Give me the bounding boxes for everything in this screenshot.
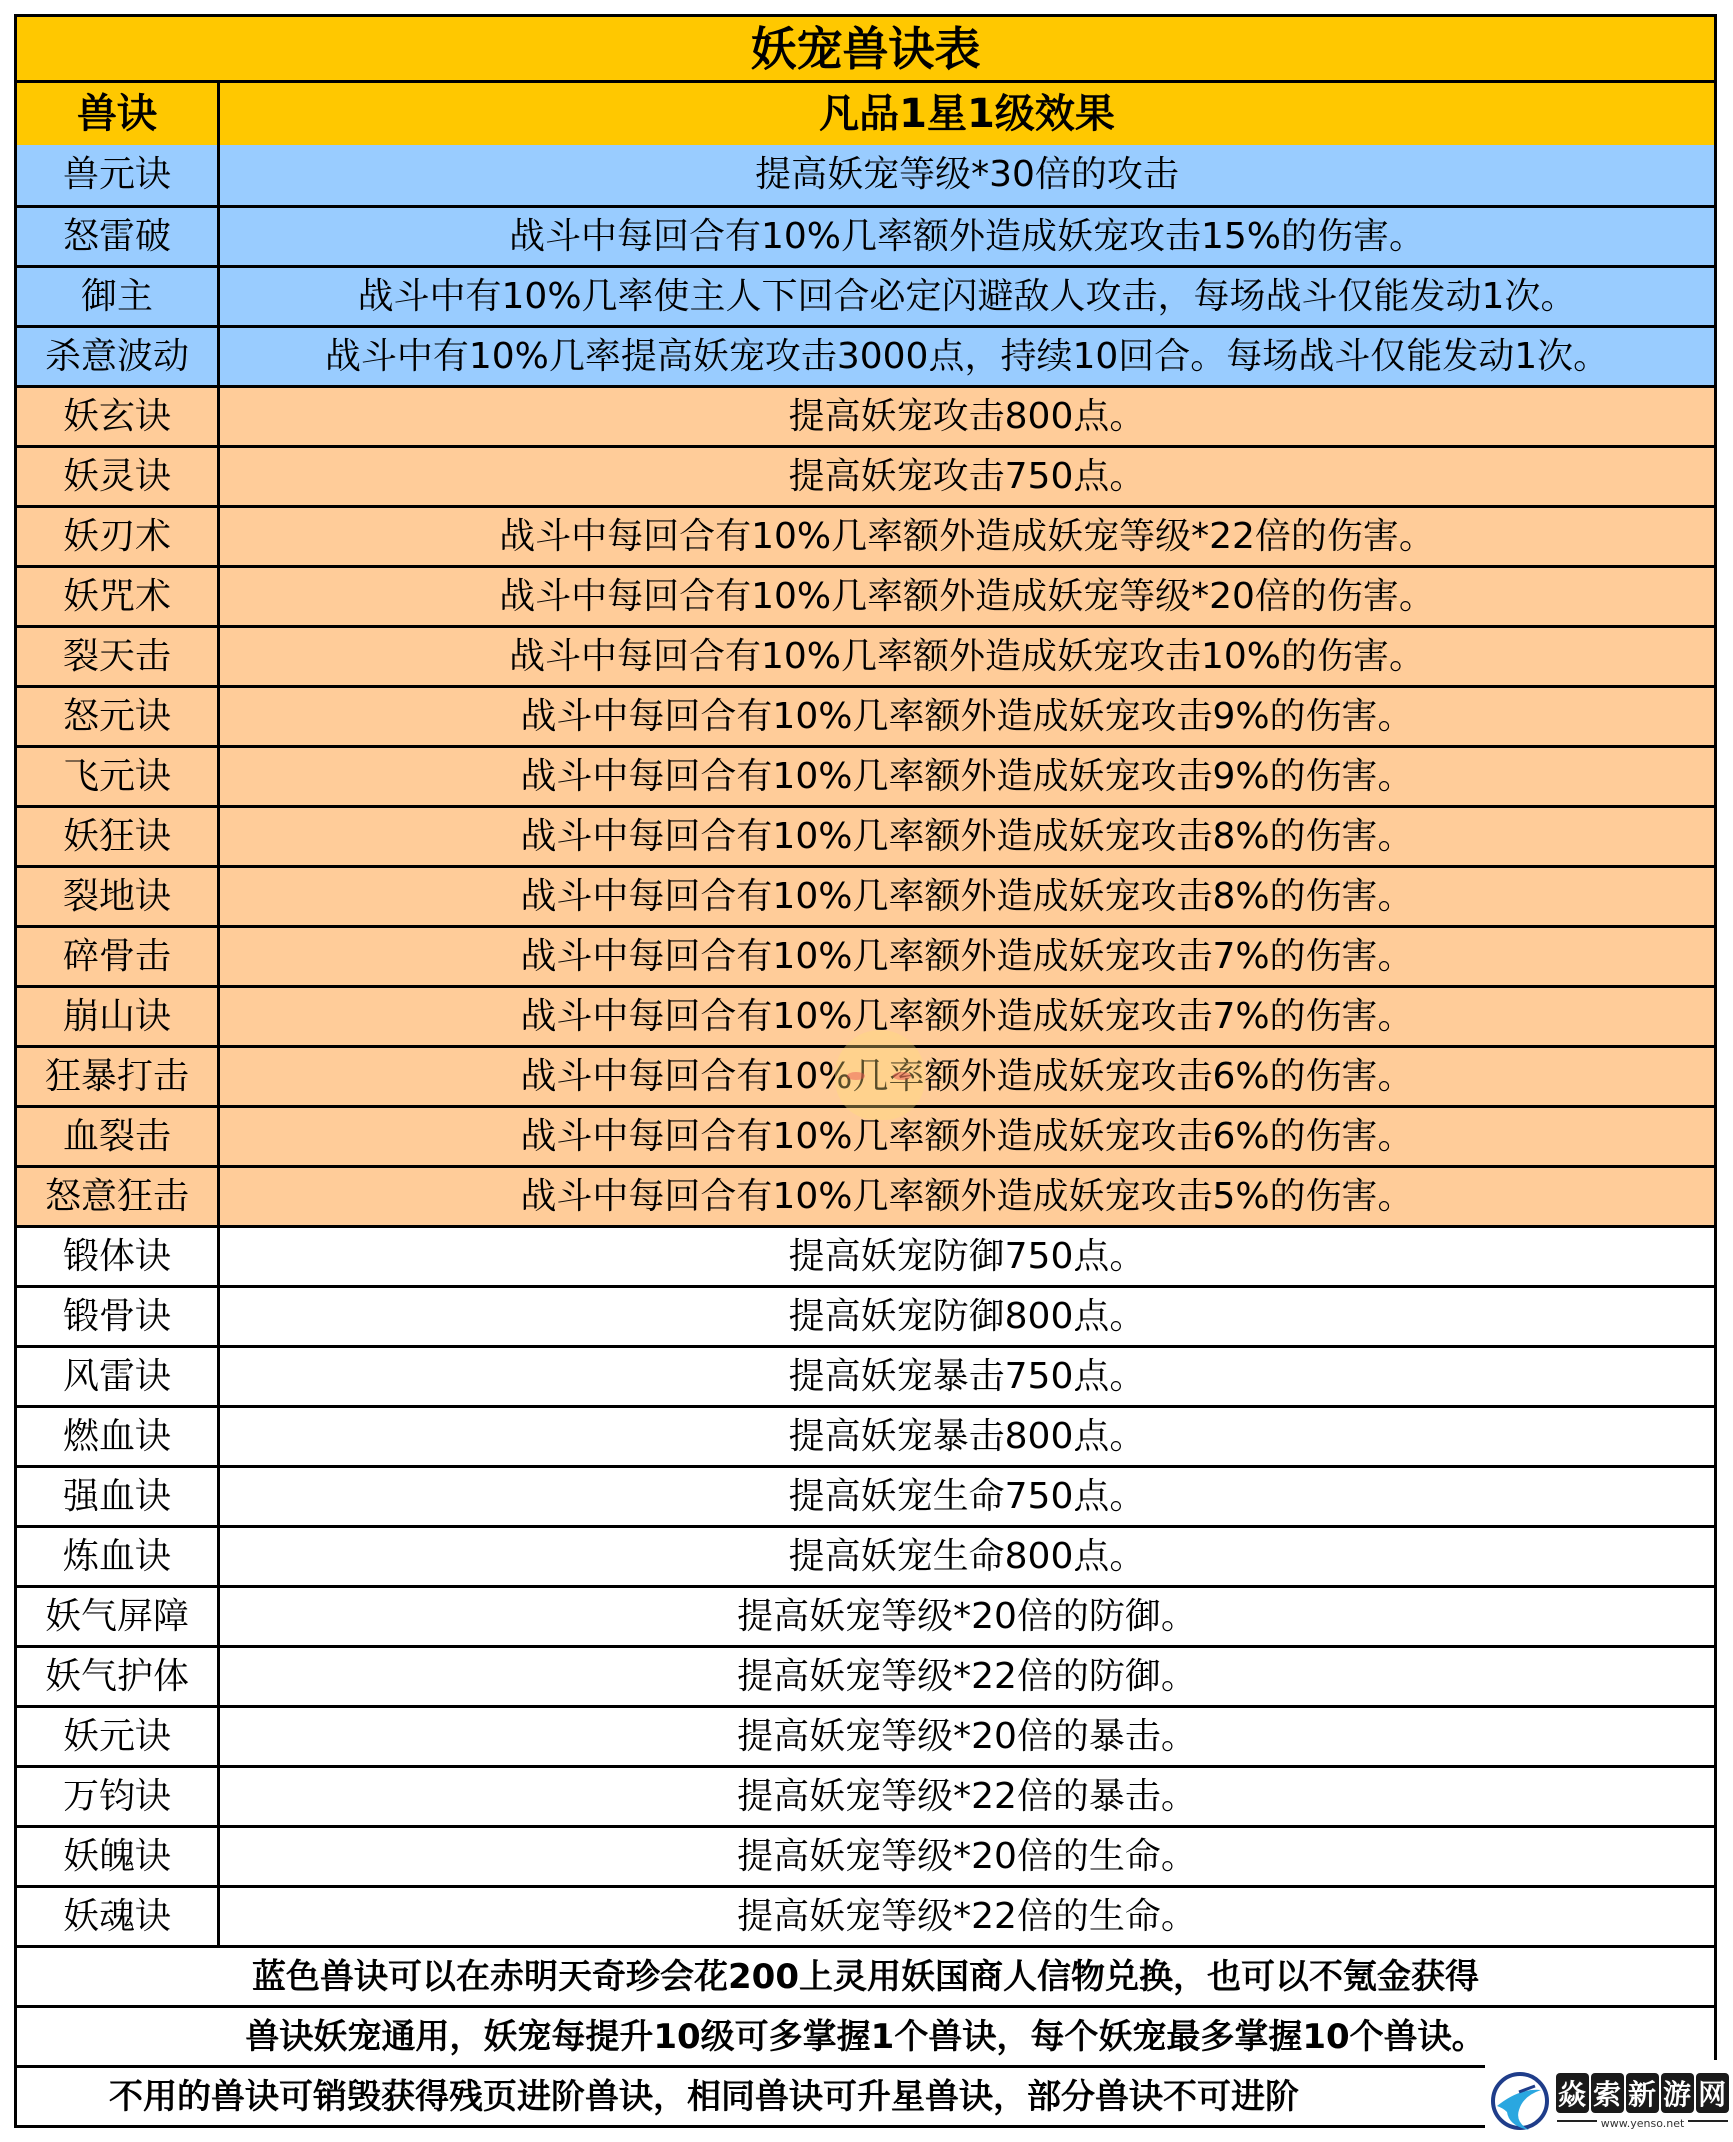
note-row [17,2005,1714,2065]
note-text: 蓝色兽诀可以在赤明天奇珍会花200上灵用妖国商人信物兑换，也可以不氪金获得 [252,1956,1479,1997]
skill-name: 炼血诀 [17,1528,220,1585]
table-row [17,1045,1714,1105]
note-row [17,1945,1714,2005]
skill-name: 狂暴打击 [17,1048,220,1105]
skill-effect: 提高妖宠生命750点。 [788,1475,1146,1517]
skill-effect: 战斗中每回合有10%几率额外造成妖宠攻击9%的伤害。 [520,695,1414,737]
table-row [17,805,1714,865]
skill-name: 怒雷破 [17,208,220,265]
table-row [17,1525,1714,1585]
brand-char: 索 [1591,2073,1624,2113]
brand-char: 焱 [1556,2073,1589,2113]
beast-skill-table [14,14,1717,2128]
skill-effect: 提高妖宠等级*22倍的暴击。 [737,1775,1197,1817]
table-row [17,1585,1714,1645]
skill-name: 裂地诀 [17,868,220,925]
skill-effect: 战斗中有10%几率使主人下回合必定闪避敌人攻击，每场战斗仅能发动1次。 [357,275,1577,317]
skill-effect: 提高妖宠攻击750点。 [788,455,1146,497]
skill-effect: 战斗中每回合有10%几率额外造成妖宠等级*20倍的伤害。 [499,575,1435,617]
table-row [17,1285,1714,1345]
skill-effect: 战斗中每回合有10%几率额外造成妖宠攻击8%的伤害。 [520,815,1414,857]
skill-effect: 战斗中每回合有10%几率额外造成妖宠攻击6%的伤害。 [520,1115,1414,1157]
skill-name: 妖魄诀 [17,1828,220,1885]
skill-name: 妖灵诀 [17,448,220,505]
site-logo-icon [1489,2070,1551,2132]
site-brand [1555,2073,1730,2113]
skill-effect: 提高妖宠防御750点。 [788,1235,1146,1277]
table-row [17,505,1714,565]
skill-name: 杀意波动 [17,328,220,385]
table-row [17,145,1714,205]
skill-name: 怒意狂击 [17,1168,220,1225]
table-title-row [17,17,1714,80]
table-row [17,1345,1714,1405]
skill-effect: 提高妖宠防御800点。 [788,1295,1146,1337]
skill-effect: 战斗中每回合有10%几率额外造成妖宠攻击15%的伤害。 [508,215,1426,257]
skill-effect: 战斗中每回合有10%几率额外造成妖宠攻击6%的伤害。 [520,1055,1414,1097]
skill-name: 燃血诀 [17,1408,220,1465]
skill-name: 兽元诀 [17,145,220,205]
table-row [17,565,1714,625]
brand-char: 新 [1626,2073,1659,2113]
table-row [17,1645,1714,1705]
skill-name: 妖元诀 [17,1708,220,1765]
skill-name: 碎骨击 [17,928,220,985]
site-watermark [1485,2060,1733,2142]
skill-effect: 战斗中每回合有10%几率额外造成妖宠攻击9%的伤害。 [520,755,1414,797]
skill-effect: 战斗中每回合有10%几率额外造成妖宠攻击5%的伤害。 [520,1175,1414,1217]
note-text: 兽诀妖宠通用，妖宠每提升10级可多掌握1个兽诀，每个妖宠最多掌握10个兽诀。 [245,2016,1486,2057]
table-row [17,865,1714,925]
table-row [17,1105,1714,1165]
skill-name: 飞元诀 [17,748,220,805]
table-row [17,625,1714,685]
skill-effect: 战斗中每回合有10%几率额外造成妖宠攻击7%的伤害。 [520,995,1414,1037]
skill-effect: 提高妖宠暴击800点。 [788,1415,1146,1457]
skill-name: 妖刃术 [17,508,220,565]
skill-effect: 提高妖宠等级*30倍的攻击 [755,154,1179,195]
skill-name: 御主 [17,268,220,325]
table-title: 妖宠兽诀表 [750,21,981,76]
table-row [17,1885,1714,1945]
skill-effect: 提高妖宠等级*20倍的防御。 [737,1595,1197,1637]
table-row [17,445,1714,505]
skill-name: 妖魂诀 [17,1888,220,1945]
skill-name: 怒元诀 [17,688,220,745]
note-text: 不用的兽诀可销毁获得残页进阶兽诀，相同兽诀可升星兽诀，部分兽诀不可进阶 [109,2076,1299,2117]
table-row [17,1405,1714,1465]
skill-name: 妖狂诀 [17,808,220,865]
skill-effect: 战斗中每回合有10%几率额外造成妖宠攻击8%的伤害。 [520,875,1414,917]
skill-name: 血裂击 [17,1108,220,1165]
table-row [17,925,1714,985]
skill-effect: 战斗中每回合有10%几率额外造成妖宠攻击7%的伤害。 [520,935,1414,977]
skill-name: 妖气护体 [17,1648,220,1705]
skill-name: 万钧诀 [17,1768,220,1825]
brand-char: 游 [1661,2073,1694,2113]
skill-effect: 提高妖宠等级*20倍的暴击。 [737,1715,1197,1757]
table-row [17,985,1714,1045]
skill-effect: 提高妖宠等级*22倍的防御。 [737,1655,1197,1697]
skill-name: 妖气屏障 [17,1588,220,1645]
table-row [17,1825,1714,1885]
table-header-row [17,80,1714,145]
skill-name: 妖玄诀 [17,388,220,445]
skill-effect: 战斗中每回合有10%几率额外造成妖宠等级*22倍的伤害。 [499,515,1435,557]
table-row [17,685,1714,745]
skill-effect: 提高妖宠生命800点。 [788,1535,1146,1577]
table-row [17,1705,1714,1765]
table-row [17,1225,1714,1285]
skill-effect: 战斗中有10%几率提高妖宠攻击3000点，持续10回合。每场战斗仅能发动1次。 [324,335,1610,377]
table-row [17,265,1714,325]
table-row [17,1165,1714,1225]
skill-name: 崩山诀 [17,988,220,1045]
table-row [17,1765,1714,1825]
note-row [17,2065,1714,2125]
skill-name: 锻骨诀 [17,1288,220,1345]
skill-effect: 提高妖宠暴击750点。 [788,1355,1146,1397]
table-row [17,385,1714,445]
table-row [17,1465,1714,1525]
skill-name: 裂天击 [17,628,220,685]
table-row [17,325,1714,385]
table-row [17,205,1714,265]
brand-char: 网 [1696,2073,1729,2113]
column-header-name: 兽诀 [17,83,220,145]
skill-effect: 战斗中每回合有10%几率额外造成妖宠攻击10%的伤害。 [508,635,1426,677]
skill-name: 妖咒术 [17,568,220,625]
skill-name: 风雷诀 [17,1348,220,1405]
skill-effect: 提高妖宠攻击800点。 [788,395,1146,437]
skill-effect: 提高妖宠等级*20倍的生命。 [737,1835,1197,1877]
site-url: www.yenso.net [1600,2116,1685,2130]
column-header-effect: 凡品1星1级效果 [819,91,1115,137]
table-row [17,745,1714,805]
skill-name: 锻体诀 [17,1228,220,1285]
skill-effect: 提高妖宠等级*22倍的生命。 [737,1895,1197,1937]
skill-name: 强血诀 [17,1468,220,1525]
